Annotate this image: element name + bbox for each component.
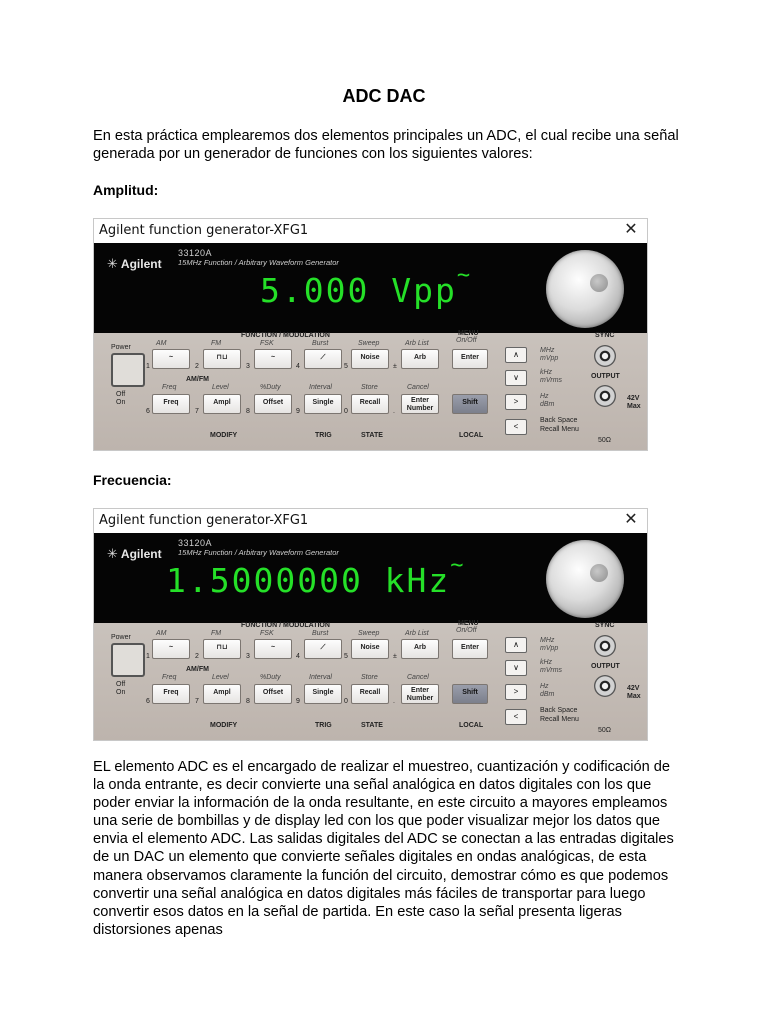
unit-mvrms: mVrms [540,377,563,384]
label-burst: Burst [312,340,329,347]
digit-3: 3 [246,363,250,370]
freq-button[interactable]: Freq [152,394,190,414]
page-title: ADC DAC [342,86,426,106]
window-titlebar [94,509,647,533]
output-connector [594,385,616,407]
state-label: STATE [361,432,383,439]
single-button[interactable]: Single [304,394,342,414]
rotary-knob[interactable] [546,540,624,618]
back-space-label: Back Space [540,417,578,424]
unit-khz: kHz [540,659,553,666]
freq-button[interactable]: Freq [152,684,190,704]
label-am: AM [156,630,167,637]
digit-dot: . [393,698,395,705]
recall-menu-label: Recall Menu [540,716,579,723]
sine-indicator-icon: ~ [450,553,466,578]
menu-on-off-label: On/Off [456,337,477,344]
unit-mvpp: mVpp [540,355,559,362]
frequency-readout: 1.5000000 kHz~ [166,553,466,600]
trig-label: TRIG [315,722,332,729]
digit-7: 7 [195,408,199,415]
power-label: Power [111,634,131,641]
left-arrow-button[interactable]: < [505,419,527,435]
arb-button[interactable]: Arb [401,349,439,369]
label-arb-list: Arb List [405,340,429,347]
back-space-label: Back Space [540,707,578,714]
agilent-spark-icon: ✳ [107,256,118,271]
power-label: Power [111,344,131,351]
label-burst: Burst [312,630,329,637]
unit-mvrms: mVrms [540,667,563,674]
menu-label: MENU [458,330,479,337]
brand-logo: ✳ Agilent [107,546,162,561]
shift-button[interactable]: Shift [452,684,488,704]
body-paragraph: EL elemento ADC es el encargado de realizar el muestreo, cuantización y codificación de la onda entrante, es decir convierte una señal analógica en datos digitales con los que poder enviar la información de la onda resultante, en este circuito a mayores empleamos una serie de bombillas y de display led con los que poder visualizar mejor los datos que envia el elemento ADC. Las salidas digitales del ADC se conectan a las entradas digitales de un DAC un elemento que convierte señales digitales en ondas analógicas, de esta manera observamos claramente la función del circuito, demostrar cómo es que podemos convertir una señal analógica en datos digitales más fáciles de transportar para luego convertir esos datos en la señal de partida. En este caso la señal presenta ligeras distorsiones apenas [93,759,674,938]
display-panel [94,533,647,623]
power-off-label: Off [116,681,126,688]
right-arrow-button[interactable]: > [505,394,527,410]
label-store: Store [361,674,378,681]
recall-button[interactable]: Recall [351,394,389,414]
unit-mvpp: mVpp [540,645,559,652]
impedance-label: 50Ω [598,437,612,444]
am-fm-label: AM/FM [186,666,209,673]
output-label: OUTPUT [591,663,620,670]
triangle-button[interactable]: ~ [254,639,292,659]
label-fm: FM [211,340,222,347]
digit-3: 3 [246,653,250,660]
state-label: STATE [361,722,383,729]
controls-panel [94,620,647,740]
digit-4: 4 [296,363,300,370]
digit-5: 5 [344,653,348,660]
digit-5: 5 [344,363,348,370]
unit-khz: kHz [540,369,553,376]
label-am: AM [156,340,167,347]
digit-4: 4 [296,653,300,660]
label-sweep: Sweep [358,340,380,347]
modify-label: MODIFY [210,722,238,729]
brand-logo: ✳ Agilent [107,256,162,271]
digit-6: 6 [146,408,150,415]
unit-hz: Hz [540,683,549,690]
digit-9: 9 [296,408,300,415]
controls-panel [94,330,647,450]
digit-dot: . [393,408,395,415]
digit-1: 1 [146,363,150,370]
square-button[interactable]: ⊓⊔ [203,349,241,369]
single-button[interactable]: Single [304,684,342,704]
offset-button[interactable]: Offset [254,684,292,704]
output-connector [594,675,616,697]
local-label: LOCAL [459,722,484,729]
enter-button[interactable]: Enter [452,349,488,369]
unit-dbm: dBm [540,401,555,408]
up-arrow-button[interactable]: ∧ [505,637,527,653]
label-level: Level [212,384,229,391]
unit-dbm: dBm [540,691,555,698]
digit-2: 2 [195,653,199,660]
modify-label: MODIFY [210,432,238,439]
digit-0: 0 [344,698,348,705]
sine-indicator-icon: ~ [456,263,473,288]
menu-label: MENU [458,620,479,627]
function-generator-window-frequency [94,509,647,740]
noise-button[interactable]: Noise [351,349,389,369]
window-title: Agilent function generator-XFG1 [99,223,309,238]
ampl-button[interactable]: Ampl [203,684,241,704]
output-label: OUTPUT [591,373,620,380]
function-generator-window-amplitude [94,219,647,450]
sync-connector [594,345,616,367]
label-freq: Freq [162,674,177,681]
noise-button[interactable]: Noise [351,639,389,659]
digit-1: 1 [146,653,150,660]
digit-0: 0 [344,408,348,415]
model-label: 33120A 15MHz Function / Arbitrary Waveform Generator [178,538,339,557]
function-modulation-label: FUNCTION / MODULATION [241,622,330,629]
label-interval: Interval [309,384,332,391]
down-arrow-button[interactable]: ∨ [505,370,527,386]
arb-button[interactable]: Arb [401,639,439,659]
unit-mhz: MHz [540,637,555,644]
label-interval: Interval [309,674,332,681]
label-level: Level [212,674,229,681]
window-titlebar [94,219,647,243]
digit-6: 6 [146,698,150,705]
label-sweep: Sweep [358,630,380,637]
am-fm-label: AM/FM [186,376,209,383]
label-store: Store [361,384,378,391]
shift-button[interactable]: Shift [452,394,488,414]
max-voltage-label: 42V Max [627,395,641,410]
power-off-label: Off [116,391,126,398]
intro-paragraph: En esta práctica emplearemos dos elementos principales un ADC, el cual recibe una señal generada por un generador de funciones con los siguientes valores: [93,128,679,162]
recall-menu-label: Recall Menu [540,426,579,433]
max-voltage-label: 42V Max [627,685,641,700]
section-label-amplitude: Amplitud: [93,182,159,198]
offset-button[interactable]: Offset [254,394,292,414]
digit-7: 7 [195,698,199,705]
agilent-spark-icon: ✳ [107,546,118,561]
unit-mhz: MHz [540,347,555,354]
enter-number-button[interactable]: Enter Number [401,684,439,704]
local-label: LOCAL [459,432,484,439]
digit-8: 8 [246,408,250,415]
label-fsk: FSK [260,340,274,347]
window-title: Agilent function generator-XFG1 [99,513,309,528]
label-arb-list: Arb List [405,630,429,637]
label-freq: Freq [162,384,177,391]
digit-plus-minus: ± [393,363,397,370]
power-on-label: On [116,399,126,406]
label-duty: %Duty [260,384,281,391]
model-label: 33120A 15MHz Function / Arbitrary Waveform Generator [178,248,339,267]
sine-button[interactable]: ~ [152,639,190,659]
close-icon[interactable]: ✕ [624,511,638,528]
right-arrow-button[interactable]: > [505,684,527,700]
recall-button[interactable]: Recall [351,684,389,704]
sync-connector [594,635,616,657]
display-panel [94,243,647,333]
label-cancel: Cancel [407,384,429,391]
digit-2: 2 [195,363,199,370]
unit-hz: Hz [540,393,549,400]
function-modulation-label: FUNCTION / MODULATION [241,332,330,339]
label-cancel: Cancel [407,674,429,681]
enter-number-button[interactable]: Enter Number [401,394,439,414]
down-arrow-button[interactable]: ∨ [505,660,527,676]
amplitude-readout: 5.000 Vpp~ [260,263,473,310]
section-label-frequency: Frecuencia: [93,472,172,488]
square-button[interactable]: ⊓⊔ [203,639,241,659]
ramp-button[interactable]: ⟋ [304,349,342,369]
sync-label: SYNC [595,332,615,339]
label-fsk: FSK [260,630,274,637]
power-button[interactable] [111,353,145,387]
power-on-label: On [116,689,126,696]
rotary-knob[interactable] [546,250,624,328]
sync-label: SYNC [595,622,615,629]
ampl-button[interactable]: Ampl [203,394,241,414]
impedance-label: 50Ω [598,727,612,734]
label-duty: %Duty [260,674,281,681]
sine-button[interactable]: ~ [152,349,190,369]
digit-8: 8 [246,698,250,705]
trig-label: TRIG [315,432,332,439]
ramp-button[interactable]: ⟋ [304,639,342,659]
power-button[interactable] [111,643,145,677]
up-arrow-button[interactable]: ∧ [505,347,527,363]
menu-on-off-label: On/Off [456,627,477,634]
close-icon[interactable]: ✕ [624,221,638,238]
digit-9: 9 [296,698,300,705]
enter-button[interactable]: Enter [452,639,488,659]
digit-plus-minus: ± [393,653,397,660]
left-arrow-button[interactable]: < [505,709,527,725]
triangle-button[interactable]: ~ [254,349,292,369]
label-fm: FM [211,630,222,637]
